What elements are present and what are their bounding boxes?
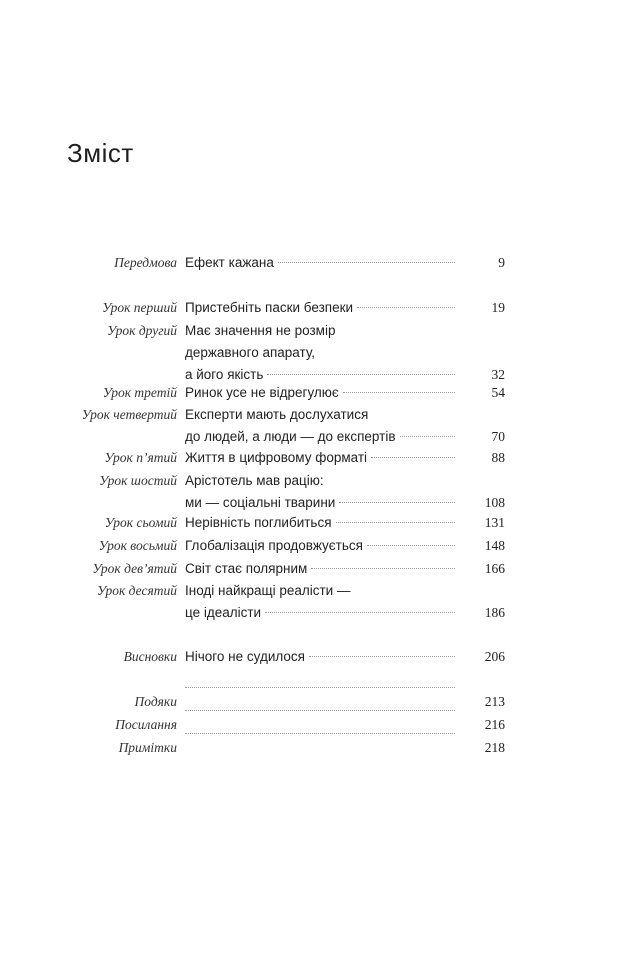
toc-entry-page-number: 70 xyxy=(491,429,505,444)
dot-leader xyxy=(400,436,456,437)
dot-leader xyxy=(185,687,455,688)
toc-entry-page-number: 9 xyxy=(498,255,505,270)
toc-entry-label: Висновки xyxy=(123,649,177,664)
toc-entry-title xyxy=(185,320,455,386)
toc-entry-title-line: до людей, а люди — до експертів xyxy=(185,429,396,444)
dot-leader xyxy=(367,545,455,546)
toc-entry-title xyxy=(185,447,455,469)
toc-entry-label: Урок п’ятий xyxy=(104,450,177,465)
dot-leader xyxy=(185,710,455,711)
toc-entry-page-number: 166 xyxy=(484,561,505,576)
toc-entry-label: Урок перший xyxy=(102,300,177,315)
toc-entry-title-line: це ідеалісти xyxy=(185,605,262,620)
toc-entry-title xyxy=(185,558,455,580)
dot-leader xyxy=(311,568,455,569)
toc-entry-title-line: Світ стає полярним xyxy=(185,561,308,576)
toc-entry-title-line: Експерти мають дослухатися xyxy=(185,407,369,422)
toc-entry-title xyxy=(185,737,455,759)
toc-entry-page-number: 216 xyxy=(484,717,505,732)
dot-leader xyxy=(267,374,455,375)
toc-entry-page-number: 186 xyxy=(484,605,505,620)
toc-entry-page-number: 108 xyxy=(484,495,505,510)
toc-entry-title-line: Пристебніть паски безпеки xyxy=(185,300,354,315)
toc-entry-title xyxy=(185,470,455,514)
toc-entry-label: Урок восьмий xyxy=(98,538,177,553)
toc-entry-label: Урок третій xyxy=(102,385,177,400)
toc-entry-page-number: 218 xyxy=(484,740,505,755)
toc-entry-title-line: Має значення не розмір xyxy=(185,323,336,338)
toc-entry-page-number: 131 xyxy=(484,515,505,530)
dot-leader xyxy=(185,733,455,734)
toc-entry-title xyxy=(185,404,455,448)
toc-entry-page-number: 206 xyxy=(484,649,505,664)
toc-entry-label: Урок десятий xyxy=(96,583,177,598)
toc-entry-title xyxy=(185,297,455,319)
dot-leader xyxy=(265,612,455,613)
dot-leader xyxy=(278,262,455,263)
toc-entry-title-line: Глобалізація продовжується xyxy=(185,538,363,553)
dot-leader xyxy=(309,656,455,657)
toc-entry-title-line: Ринок усе не відрегулює xyxy=(185,385,339,400)
toc-entry-title-line: Нічого не судилося xyxy=(185,649,305,664)
toc-entry-page-number: 213 xyxy=(484,694,505,709)
toc-entry-label: Урок шостий xyxy=(99,473,177,488)
toc-entry-title-line: а його якість xyxy=(185,367,264,382)
dot-leader xyxy=(371,457,455,458)
toc-entry-title xyxy=(185,382,455,404)
toc-entry-title-line: Ефект кажана xyxy=(185,255,274,270)
toc-entry-title-line: Нерівність поглибиться xyxy=(185,515,332,530)
dot-leader xyxy=(343,392,455,393)
toc-entry-page-number: 88 xyxy=(491,450,505,465)
toc-entry-title-line: Арістотель мав рацію: xyxy=(185,473,324,488)
toc-entry-label: Посилання xyxy=(115,717,177,732)
dot-leader xyxy=(339,502,455,503)
toc-entry-title xyxy=(185,646,455,668)
toc-entry-label: Урок четвертий xyxy=(81,407,177,422)
toc-entry-label: Урок дев’ятий xyxy=(92,561,177,576)
toc-entry-page-number: 148 xyxy=(484,538,505,553)
toc-entry-title xyxy=(185,252,455,274)
toc-entry-title-line: державного апарату, xyxy=(185,345,315,360)
dot-leader xyxy=(336,522,455,523)
toc-entry-label: Урок сьомий xyxy=(104,515,177,530)
toc-entry-label: Урок другий xyxy=(107,323,177,338)
toc-entry-title xyxy=(185,535,455,557)
toc-entry-title-line: ми — соціальні тварини xyxy=(185,495,336,510)
toc-entry-page-number: 19 xyxy=(491,300,505,315)
toc-entry-page-number: 32 xyxy=(491,367,505,382)
toc-entry-title xyxy=(185,512,455,534)
toc-entry-title-line: Іноді найкращі реалісти — xyxy=(185,583,351,598)
dot-leader xyxy=(357,307,455,308)
toc-entry-title xyxy=(185,580,455,624)
toc-entry-label: Примітки xyxy=(118,740,177,755)
toc-entry-page-number: 54 xyxy=(491,385,505,400)
toc-entry-title-line: Життя в цифровому форматі xyxy=(185,450,368,465)
toc-entry-label: Подяки xyxy=(134,694,177,709)
page-title: Зміст xyxy=(67,138,134,168)
toc-entry-label: Передмова xyxy=(114,255,177,270)
